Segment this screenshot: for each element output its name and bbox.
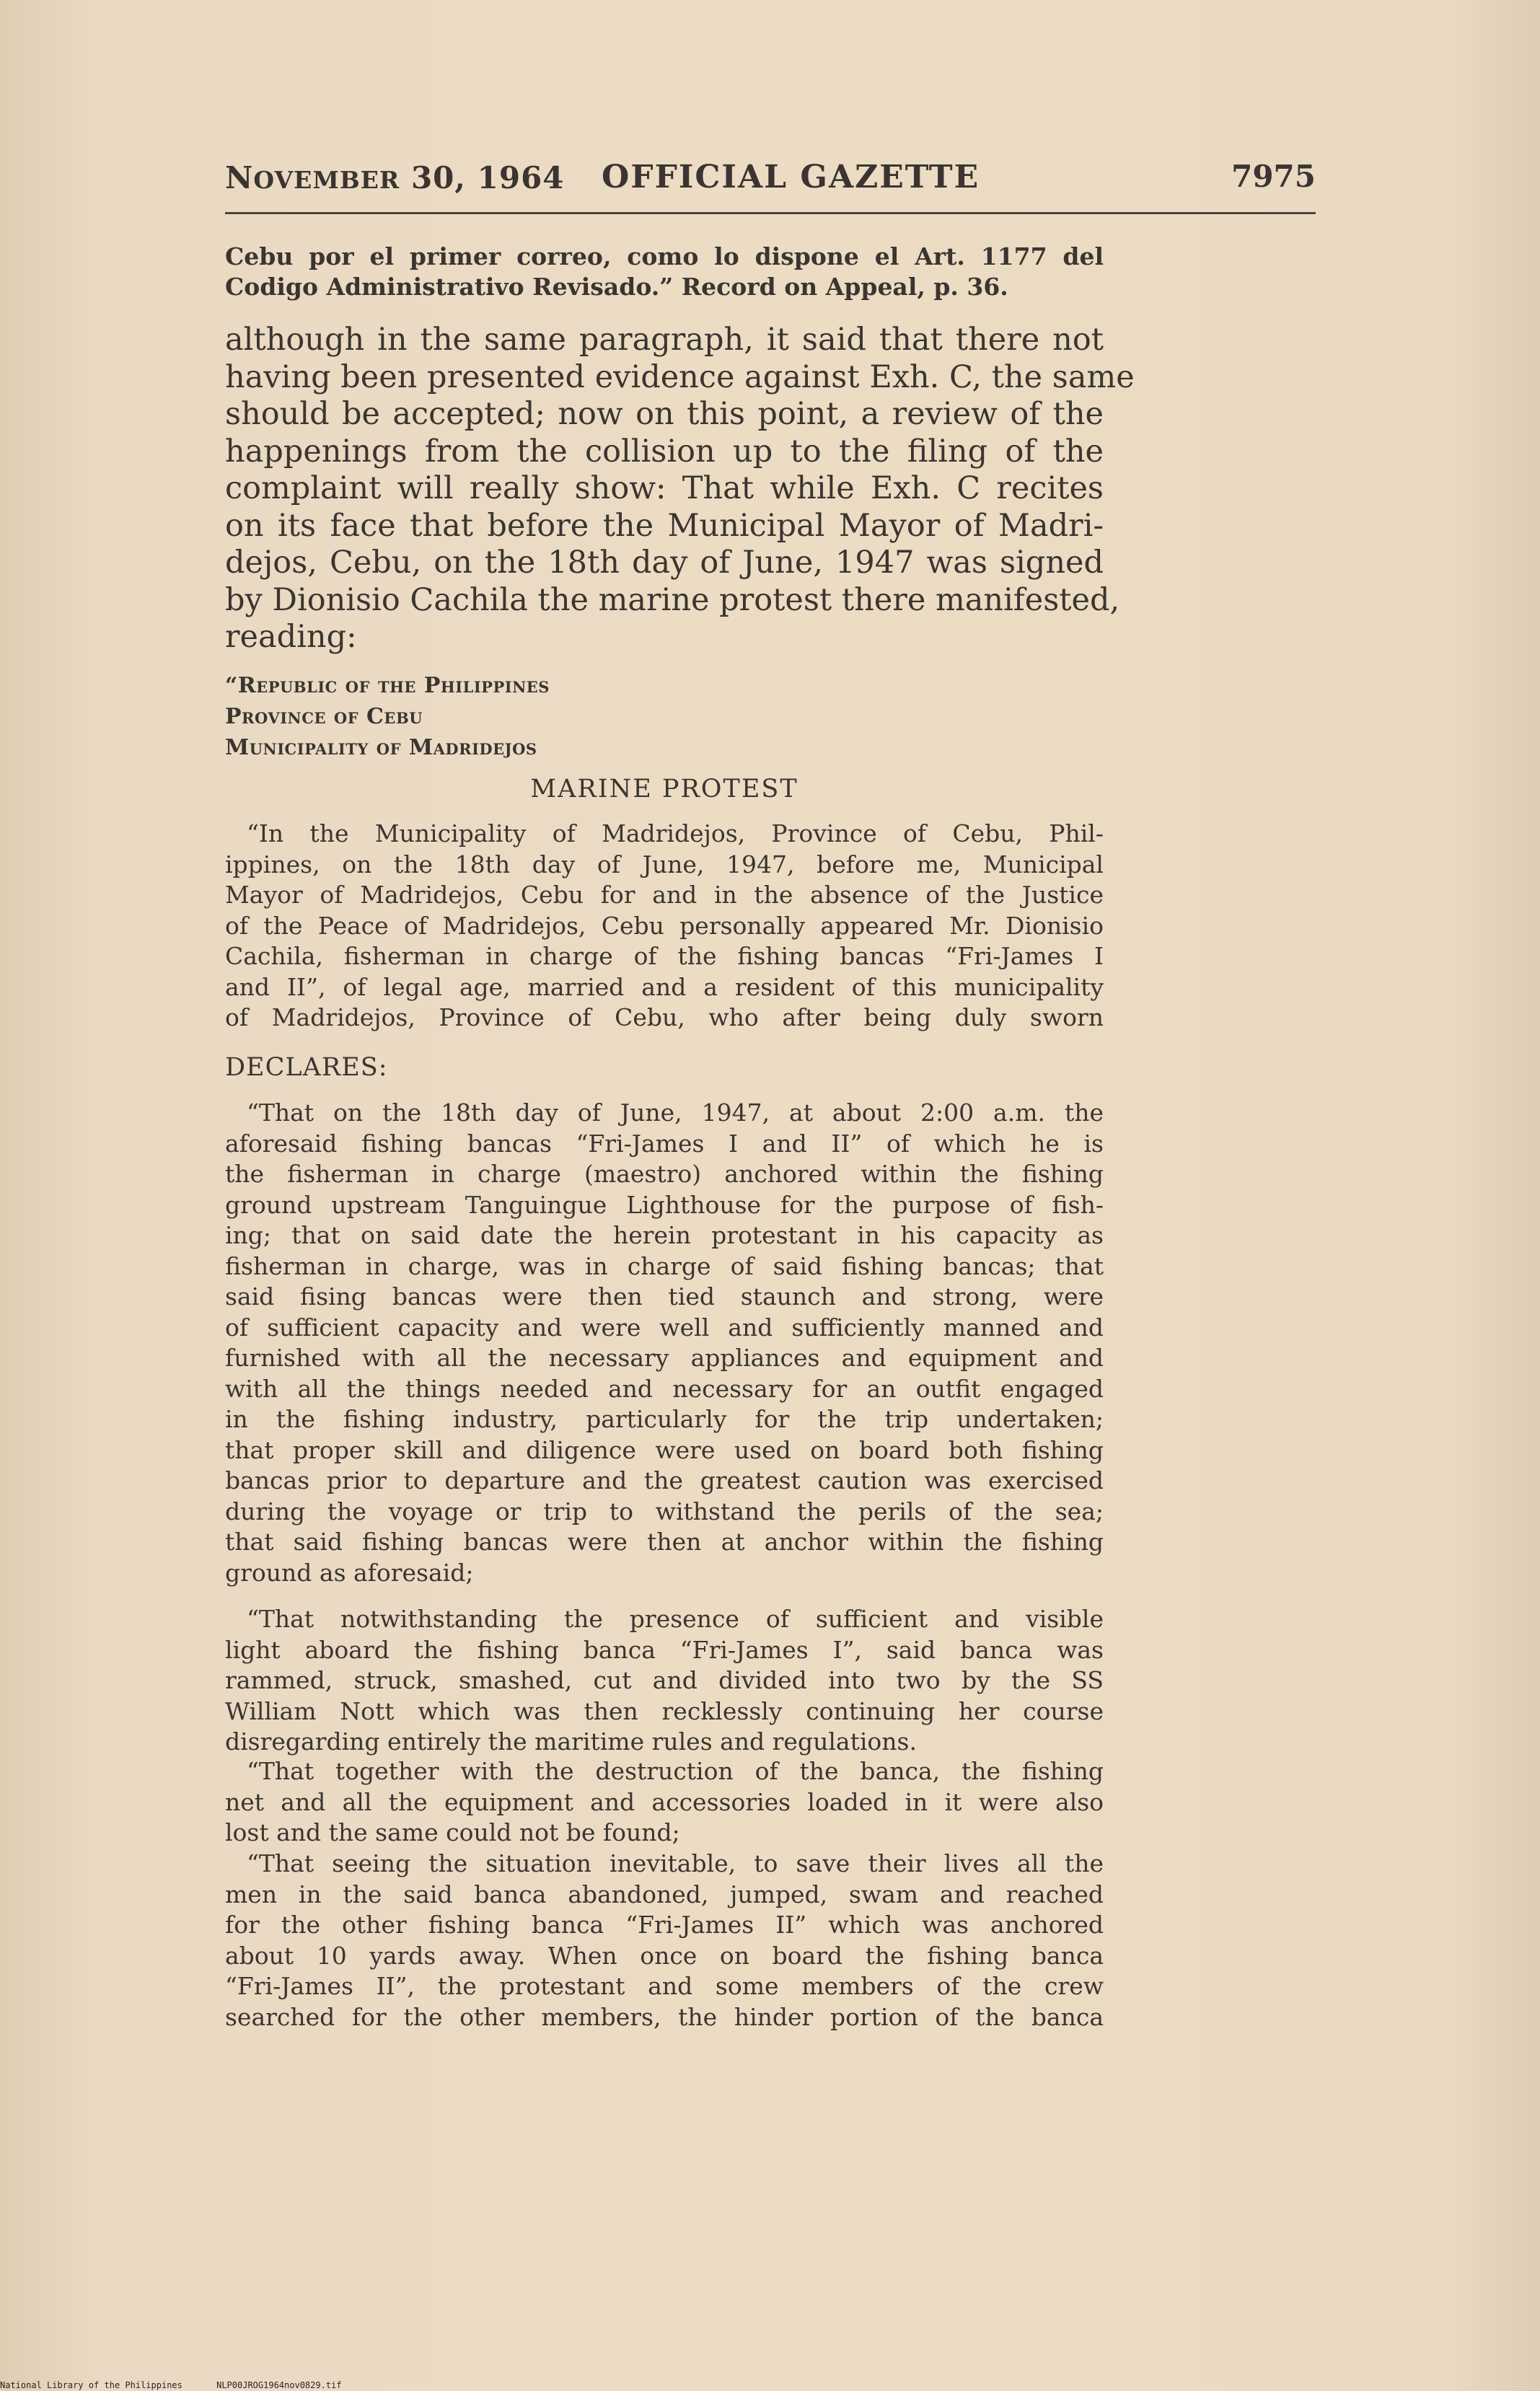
- scan-footer: [0, 2380, 371, 2390]
- body-paragraph: [225, 322, 1135, 656]
- text-line: happenings from the collision up to the filing of the: [225, 433, 1104, 470]
- text-line: fisherman in charge, was in charge of said fishing bancas; that: [225, 1251, 1104, 1280]
- text-line: said fising bancas were then tied staunch and strong, were: [225, 1282, 1104, 1311]
- text-line: “That seeing the situation inevitable, to save their lives all the: [247, 1849, 1104, 1877]
- text-line: on its face that before the Municipal Mayor of Madri-: [225, 507, 1104, 544]
- text-line: disregarding entirely the maritime rules and regulations.: [225, 1727, 917, 1756]
- text-line: and II”, of legal age, married and a resident of this municipality: [225, 972, 1104, 1001]
- declares-heading: DECLARES:: [225, 1053, 388, 1082]
- text-line: of sufficient capacity and were well and sufficiently manned and: [225, 1313, 1104, 1342]
- text-line: that said fishing bancas were then at anchor within the fishing: [225, 1528, 1104, 1556]
- text-line: about 10 yards away. When once on board the fishing banca: [225, 1941, 1104, 1970]
- text-line: by Dionisio Cachila the marine protest there manifested,: [225, 581, 1120, 618]
- declaration-paragraph-2: [225, 1604, 1104, 1758]
- text-line: Codigo Administrativo Revisado.” Record on Appeal, p. 36.: [225, 273, 1008, 301]
- text-line: net and all the equipment and accessories loaded in it were also: [225, 1787, 1104, 1816]
- declaration-paragraph-1: [225, 1098, 1104, 1588]
- text-line: Cebu por el primer correo, como lo dispone el Art. 1177 del: [225, 242, 1104, 270]
- text-line: having been presented evidence against Exh. C, the same: [225, 358, 1135, 395]
- text-line: reading:: [225, 619, 357, 655]
- text-line: ground as aforesaid;: [225, 1558, 474, 1587]
- address-block: [225, 670, 1104, 763]
- text-line: searched for the other members, the hinder portion of the banca: [225, 2002, 1104, 2031]
- text-line: complaint will really show: That while Exh. C recites: [225, 470, 1104, 506]
- text-line: “That on the 18th day of June, 1947, at about 2:00 a.m. the: [247, 1098, 1104, 1127]
- text-line: should be accepted; now on this point, a review of the: [225, 396, 1104, 432]
- lead-paragraph: [225, 242, 1104, 302]
- text-line: ground upstream Tanguingue Lighthouse for the purpose of fish-: [225, 1190, 1104, 1219]
- address-line-2: Province of Cebu: [225, 704, 423, 729]
- marine-protest-title: MARINE PROTEST: [530, 775, 798, 803]
- page-header: [225, 160, 1316, 203]
- text-line: bancas prior to departure and the greatest caution was exercised: [225, 1466, 1104, 1494]
- text-line: dejos, Cebu, on the 18th day of June, 1947 was signed: [225, 545, 1104, 581]
- footer-file-id: NLP00JROG1964nov0829.tif: [216, 2380, 342, 2390]
- text-line: “That together with the destruction of the banca, the fishing: [247, 1757, 1104, 1785]
- declaration-paragraph-4: [225, 1849, 1104, 2033]
- header-rule: [225, 212, 1316, 214]
- text-line: rammed, struck, smashed, cut and divided into two by the SS: [225, 1666, 1104, 1694]
- text-line: William Nott which was then recklessly continuing her course: [225, 1696, 1104, 1725]
- footer-library: National Library of the Philippines: [0, 2380, 182, 2390]
- text-line: of Madridejos, Province of Cebu, who after being duly sworn: [225, 1003, 1104, 1031]
- header-title: OFFICIAL GAZETTE: [602, 159, 980, 195]
- text-line: men in the said banca abandoned, jumped, swam and reached: [225, 1880, 1104, 1908]
- text-line: although in the same paragraph, it said that there not: [225, 322, 1104, 358]
- text-line: Cachila, fisherman in charge of the fishing bancas “Fri-James I: [225, 942, 1104, 970]
- address-line-1: “Republic of the Philippines: [225, 673, 550, 698]
- protest-intro-paragraph: [225, 819, 1104, 1034]
- text-line: ippines, on the 18th day of June, 1947, before me, Municipal: [225, 850, 1104, 879]
- header-page-number: 7975: [1231, 159, 1316, 194]
- text-line: light aboard the fishing banca “Fri-James I”, said banca was: [225, 1635, 1104, 1664]
- text-line: with all the things needed and necessary for an outfit engaged: [225, 1374, 1104, 1403]
- text-line: furnished with all the necessary appliances and equipment and: [225, 1344, 1104, 1372]
- text-line: ing; that on said date the herein protestant in his capacity as: [225, 1221, 1104, 1249]
- declaration-paragraph-3: [225, 1756, 1104, 1849]
- text-line: “Fri-James II”, the protestant and some members of the crew: [225, 1972, 1104, 2000]
- text-line: “In the Municipality of Madridejos, Province of Cebu, Phil-: [247, 819, 1104, 847]
- text-line: aforesaid fishing bancas “Fri-James I and II” of which he is: [225, 1129, 1104, 1158]
- text-line: Mayor of Madridejos, Cebu for and in the absence of the Justice: [225, 881, 1104, 909]
- text-line: in the fishing industry, particularly for the trip undertaken;: [225, 1405, 1104, 1433]
- text-line: of the Peace of Madridejos, Cebu personally appeared Mr. Dionisio: [225, 911, 1104, 940]
- text-line: lost and the same could not be found;: [225, 1818, 680, 1846]
- address-line-3: Municipality of Madridejos: [225, 735, 537, 760]
- text-line: that proper skill and diligence were used on board both fishing: [225, 1435, 1104, 1464]
- header-date: NOVEMBER 30, 1964: [225, 160, 565, 195]
- text-line: during the voyage or trip to withstand the perils of the sea;: [225, 1497, 1104, 1525]
- text-line: the fisherman in charge (maestro) anchored within the fishing: [225, 1160, 1104, 1188]
- text-line: “That notwithstanding the presence of sufficient and visible: [247, 1605, 1104, 1633]
- text-line: for the other fishing banca “Fri-James II” which was anchored: [225, 1911, 1104, 1939]
